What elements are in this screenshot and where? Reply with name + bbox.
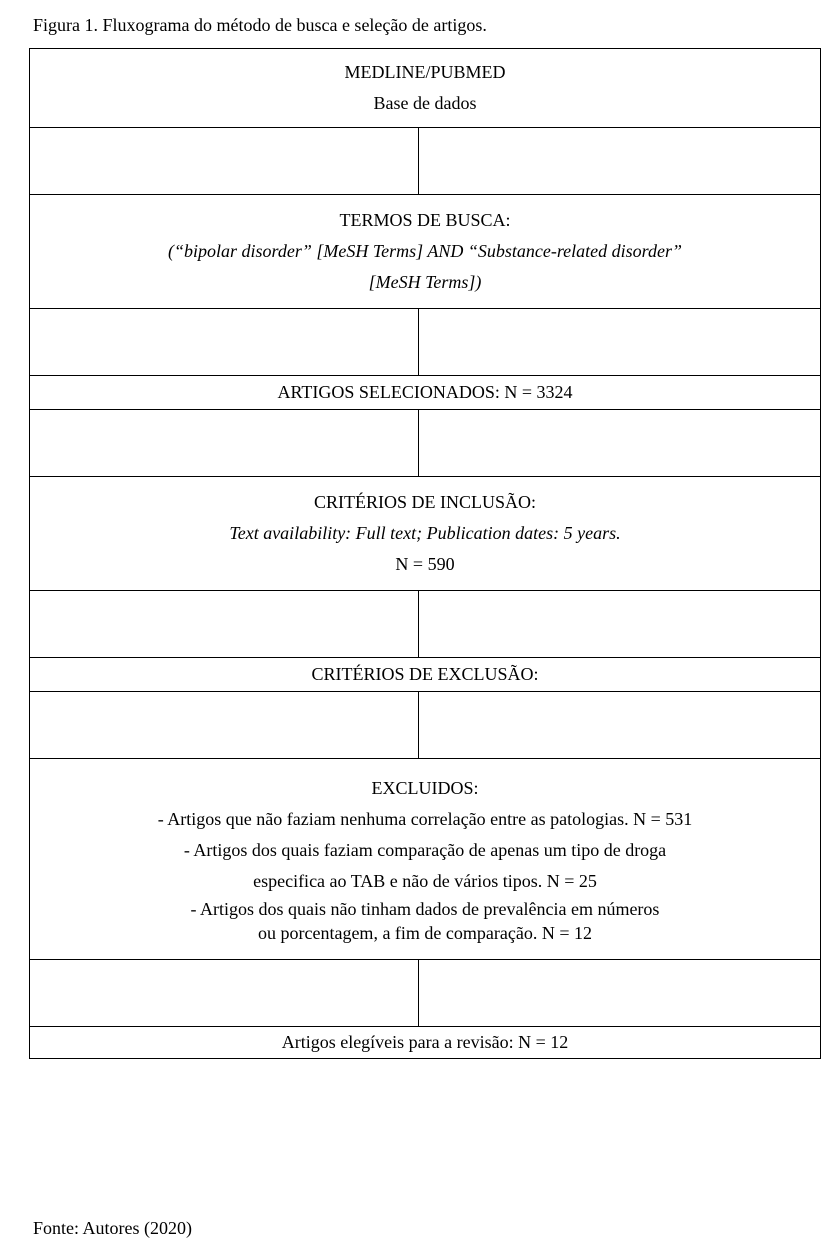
selected-articles-text: ARTIGOS SELECIONADOS: N = 3324 (277, 382, 573, 402)
excluded-cell (30, 759, 821, 960)
source-note: Fonte: Autores (2020) (33, 1218, 192, 1238)
connector-cell-right (419, 309, 821, 376)
eligible-articles-row (30, 1027, 821, 1059)
inclusion-criteria-text: Text availability: Full text; Publication dates: 5 years. (229, 523, 621, 543)
search-query-line-2: [MeSH Terms]) (368, 272, 482, 292)
eligible-articles-cell (30, 1027, 821, 1059)
connector-row (30, 692, 821, 759)
excluded-item-2-line-1: - Artigos dos quais faziam comparação de apenas um tipo de droga (183, 840, 667, 860)
excluded-item-1: - Artigos que não faziam nenhuma correlação entre as patologias. N = 531 (157, 809, 693, 829)
database-cell (30, 49, 821, 128)
connector-row (30, 591, 821, 658)
figure-caption: Figura 1. Fluxograma do método de busca e seleção de artigos. (33, 15, 487, 35)
connector-cell-left (30, 128, 419, 195)
connector-cell-right (419, 591, 821, 658)
excluded-heading: EXCLUIDOS: (371, 778, 479, 798)
search-terms-row (30, 195, 821, 309)
connector-cell-right (419, 692, 821, 759)
inclusion-count: N = 590 (395, 554, 455, 574)
inclusion-criteria-row (30, 477, 821, 591)
selected-articles-cell (30, 376, 821, 410)
connector-cell-right (419, 410, 821, 477)
exclusion-criteria-row (30, 658, 821, 692)
connector-cell-left (30, 591, 419, 658)
database-row (30, 49, 821, 128)
connector-cell-left (30, 960, 419, 1027)
connector-row (30, 410, 821, 477)
search-terms-cell (30, 195, 821, 309)
database-name: MEDLINE/PUBMED (344, 62, 506, 82)
connector-cell-right (419, 128, 821, 195)
connector-row (30, 960, 821, 1027)
exclusion-heading: CRITÉRIOS DE EXCLUSÃO: (311, 664, 539, 684)
database-label: Base de dados (373, 93, 477, 113)
excluded-item-3-line-1: - Artigos dos quais não tinham dados de prevalência em números (190, 899, 660, 919)
connector-cell-left (30, 309, 419, 376)
excluded-item-2-line-2: especifica ao TAB e não de vários tipos. N = 25 (253, 871, 597, 891)
flowchart-table (29, 48, 821, 1059)
selected-articles-row (30, 376, 821, 410)
search-query-line-1: (“bipolar disorder” [MeSH Terms] AND “Substance-related disorder” (167, 241, 683, 261)
excluded-row (30, 759, 821, 960)
eligible-articles-text: Artigos elegíveis para a revisão: N = 12 (281, 1032, 569, 1052)
search-terms-heading: TERMOS DE BUSCA: (339, 210, 511, 230)
inclusion-criteria-cell (30, 477, 821, 591)
excluded-item-3-line-2: ou porcentagem, a fim de comparação. N = 12 (257, 923, 593, 943)
connector-row (30, 128, 821, 195)
connector-row (30, 309, 821, 376)
exclusion-criteria-cell (30, 658, 821, 692)
connector-cell-left (30, 692, 419, 759)
connector-cell-right (419, 960, 821, 1027)
connector-cell-left (30, 410, 419, 477)
inclusion-heading: CRITÉRIOS DE INCLUSÃO: (313, 492, 536, 512)
